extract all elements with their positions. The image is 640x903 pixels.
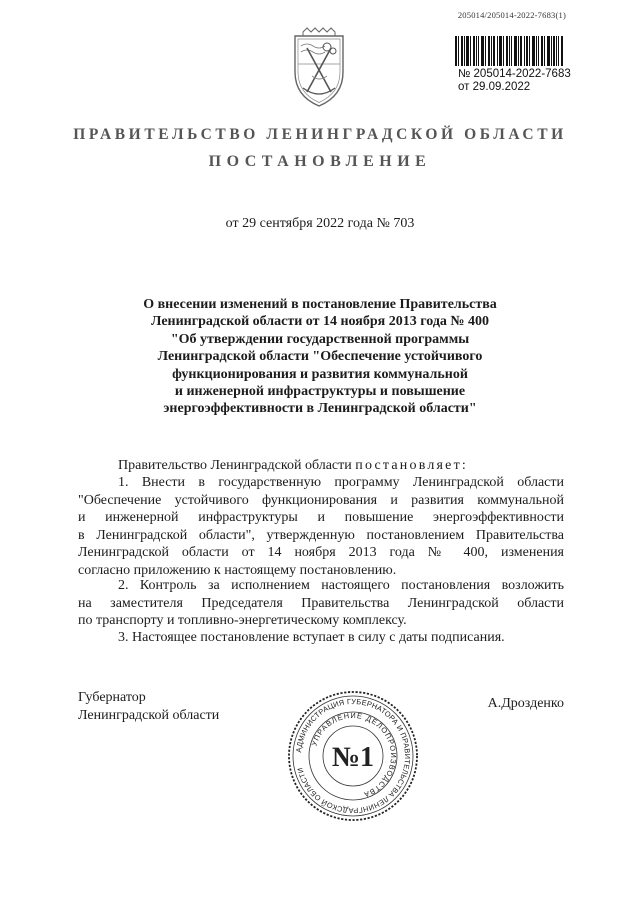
seal-ring-text: АДМИНИСТРАЦИЯ ГУБЕРНАТОРА И ПРАВИТЕЛЬСТВА ЛЕНИНГРАДСКОЙ ОБЛАСТИ <box>294 696 413 816</box>
document-kind: ПОСТАНОВЛЕНИЕ <box>208 153 432 170</box>
paragraph-line: на заместителя Председателя Правительства Ленинградской области <box>78 595 564 611</box>
coat-of-arms-icon <box>287 26 351 110</box>
heading-line: О внесении изменений в постановление Правительства <box>143 297 497 312</box>
intro-line <box>78 457 564 475</box>
paragraph-2 <box>78 577 564 630</box>
paragraph-line: по транспорту и топливно-энергетическому комплексу. <box>78 613 407 629</box>
paragraph-line: 3. Настоящее постановление вступает в силу с даты подписания. <box>118 630 505 645</box>
registration-date: от 29.09.2022 <box>458 81 531 93</box>
barcode <box>455 36 563 66</box>
official-seal <box>285 688 421 824</box>
document-code: 205014/205014-2022-7683(1) <box>457 10 566 20</box>
paragraph-1 <box>78 474 564 580</box>
signer-position <box>78 689 219 724</box>
heading-line: функционирования и развития коммунальной <box>172 366 468 382</box>
paragraph-line: 1. Внести в государственную программу Ленинградской области <box>118 475 564 490</box>
heading-line: энергоэффективности в Ленинградской области" <box>163 401 477 417</box>
paragraph-line: в Ленинградской области", утвержденную постановлением Правительства <box>78 527 564 543</box>
heading-line: Ленинградской области от 14 ноября 2013 года № 400 <box>151 314 489 330</box>
paragraph-line: "Обеспечение устойчивого функционирования и развития коммунальной <box>78 492 564 508</box>
signer-name: А.Дрозденко <box>487 696 564 711</box>
paragraph-3 <box>78 629 564 647</box>
resolution-date-number: от 29 сентября 2022 года № 703 <box>225 216 415 231</box>
intro-prefix: Правительство Ленинградской области <box>118 458 352 473</box>
seal-number: №1 <box>331 742 375 773</box>
signer-position-line: Губернатор <box>78 690 146 705</box>
registration-number: № 205014-2022-7683 <box>458 68 571 80</box>
intro-verb: постановляет: <box>355 458 468 473</box>
government-title: ПРАВИТЕЛЬСТВО ЛЕНИНГРАДСКОЙ ОБЛАСТИ <box>73 126 567 143</box>
signer-position-line: Ленинградской области <box>78 707 220 723</box>
heading-line: Ленинградской области "Обеспечение устойчивого <box>157 349 483 365</box>
resolution-heading <box>80 296 560 418</box>
seal-inner-text: УПРАВЛЕНИЕ ДЕЛОПРОИЗВОДСТВА <box>309 710 399 800</box>
paragraph-line: и инженерной инфраструктуры и повышение энергоэффективности <box>78 510 564 526</box>
paragraph-line: согласно приложению к настоящему постановлению. <box>78 562 397 578</box>
heading-line: и инженерной инфраструктуры и повышение <box>174 384 466 400</box>
paragraph-line: 2. Контроль за исполнением настоящего постановления возложить <box>118 578 564 593</box>
paragraph-line: Ленинградской области от 14 ноября 2013 года № 400, изменения <box>78 545 564 561</box>
body-intro <box>78 457 564 475</box>
heading-line: "Об утверждении государственной программы <box>170 331 470 347</box>
